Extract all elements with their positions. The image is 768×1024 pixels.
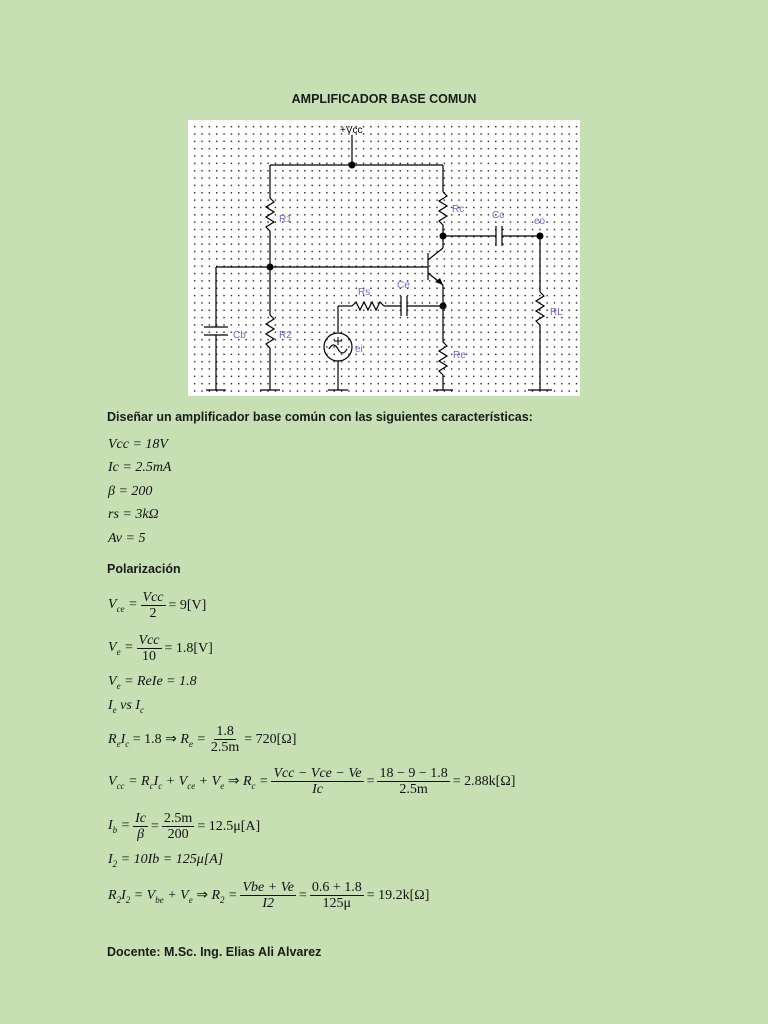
ve-numerator: Vcc	[138, 633, 160, 648]
vce-numerator: Vcc	[142, 590, 164, 605]
node-base	[267, 264, 274, 271]
vce-denominator: 2	[149, 606, 157, 621]
re-denominator: 2.5m	[210, 740, 240, 755]
label-rs: Rs	[358, 287, 371, 298]
spec-rs: rs = 3kΩ	[108, 507, 159, 522]
re-numerator: 1.8	[216, 724, 234, 739]
rc-numerator-values: 18 − 9 − 1.8	[379, 766, 448, 781]
eq-re: $R_eI_c = 1.8$ ⇒ $R_e$ = $\frac{1.8}{2.5m}$ = 720[Ω]	[108, 724, 297, 755]
ib-numerator-values: 2.5m	[163, 811, 193, 826]
ie-ic-text: vs	[120, 698, 132, 714]
eq-vce: $V_{ce}$ = $\frac{\text{Vcc}}{2}$ = 9[V]	[108, 590, 207, 621]
label-rl: RL	[550, 307, 563, 318]
node-output	[537, 233, 544, 240]
spec-beta: β = 200	[108, 484, 153, 499]
rc-denominator: Ic	[312, 782, 323, 797]
polarizacion-heading: Polarización	[107, 562, 181, 576]
i2-result: = 10Ib = 125μ[A]	[120, 852, 224, 868]
r2-numerator: Vbe + Ve	[242, 880, 294, 895]
eq-i2: $I_2$ = 10Ib = 125μ[A]	[108, 852, 224, 869]
re-result: = 720[Ω]	[244, 731, 297, 747]
label-ce: Ce	[397, 280, 410, 291]
label-eo: eo	[534, 216, 546, 227]
eq-ie-ic: $I_e$ vs $I_c$	[108, 698, 145, 715]
label-r2: R2	[279, 330, 292, 341]
label-re: Re	[453, 350, 466, 361]
eq-ve: $V_e$ = $\frac{\text{Vcc}}{10}$ = 1.8[V]	[108, 633, 213, 664]
vce-result: = 9[V]	[168, 597, 207, 613]
design-heading: Diseñar un amplificador base común con las siguientes características:	[107, 410, 533, 424]
r2-denominator: I2	[262, 896, 275, 911]
rc-result: = 2.88k[Ω]	[452, 773, 516, 789]
spec-ic: Ic = 2.5mA	[108, 460, 172, 475]
eq-rc: $V_{cc} = R_cI_c + V_{ce} + V_e$ ⇒ $R_c$ = $\frac{\text{Vcc − Vce − Ve}}{Ic}$ = $\frac{18 - 9 - 1.8}{2.5m}$ = 2.88k[Ω]	[108, 766, 516, 797]
schematic-drawing	[188, 120, 580, 396]
label-r1: R1	[279, 214, 292, 225]
ib-denominator: β	[137, 827, 145, 842]
spec-vcc: Vcc = 18V	[108, 437, 168, 452]
r2-result: = 19.2k[Ω]	[366, 887, 430, 903]
circuit-schematic	[188, 120, 580, 396]
ib-result: = 12.5μ[A]	[197, 818, 261, 834]
rc-numerator: Vcc − Vce − Ve	[273, 766, 362, 781]
page-title: AMPLIFICADOR BASE COMUN	[291, 92, 477, 106]
eq-ve-re: $V_e$ = ReIe = 1.8	[108, 674, 197, 691]
r2-denominator-values: 125μ	[322, 896, 352, 911]
r2-numerator-values: 0.6 + 1.8	[311, 880, 362, 895]
label-cb: Cb	[233, 330, 246, 341]
eq-r2: $R_2I_2 = V_{be} + V_e$ ⇒ $R_2$ = $\frac{\text{Vbe + Ve}}{I2}$ = $\frac{0.6 + 1.8}{125\mu}$ = 19.2k[Ω]	[108, 880, 430, 911]
eq-ib: $I_b$ = $\frac{Ic}{\beta}$ = $\frac{2.5m}{200}$ = 12.5μ[A]	[108, 811, 261, 842]
docente-line: Docente: M.Sc. Ing. Elias Ali Alvarez	[107, 945, 322, 959]
label-vcc: +Vcc	[340, 125, 363, 136]
node-collector	[440, 233, 447, 240]
label-rc: Rc	[452, 204, 465, 215]
label-ei: ei	[355, 344, 363, 355]
ve-re-text: = ReIe = 1.8	[124, 674, 197, 690]
ve-denominator: 10	[142, 649, 156, 664]
label-cc: Cc	[492, 210, 505, 221]
spec-av: Av = 5	[108, 531, 146, 546]
node-emitter	[440, 303, 447, 310]
ib-denominator-values: 200	[167, 827, 189, 842]
node-vcc	[349, 162, 356, 169]
rc-denominator-values: 2.5m	[399, 782, 428, 797]
ve-result: = 1.8[V]	[164, 640, 213, 656]
ib-numerator: Ic	[135, 811, 147, 826]
